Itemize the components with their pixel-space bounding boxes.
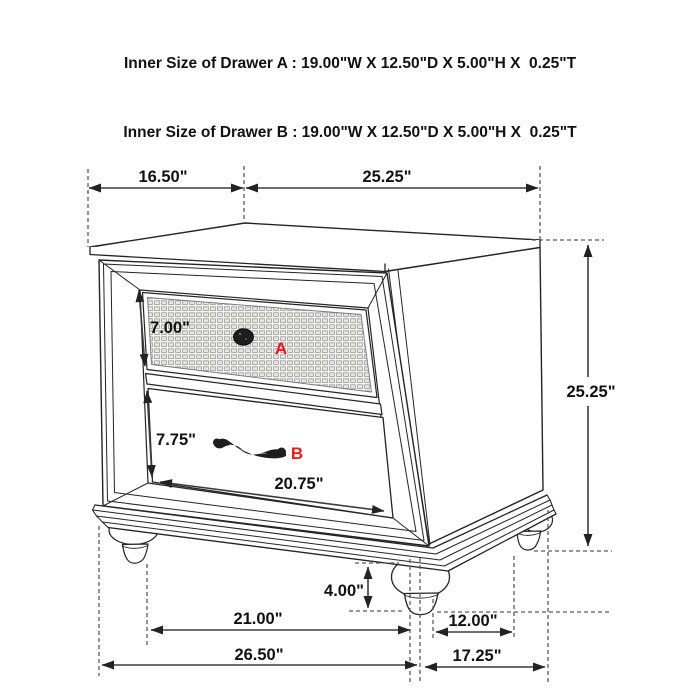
dim-label-drawer-b-h: 7.75" bbox=[156, 431, 196, 449]
dim-label-leg-height: 4.00" bbox=[324, 582, 364, 600]
dim-label-side-inner: 12.00" bbox=[448, 612, 498, 630]
drawer-b-label: B bbox=[290, 444, 304, 463]
dim-label-top-width: 16.50" bbox=[138, 168, 188, 186]
dim-label-drawer-a-h: 7.00" bbox=[150, 319, 190, 337]
header-line-drawer-b: Inner Size of Drawer B : 19.00"W X 12.50"D X 5.00"H X 0.25"T bbox=[123, 124, 577, 141]
dim-label-side-overall: 17.25" bbox=[452, 647, 502, 665]
nightstand-drawing bbox=[90, 223, 556, 615]
dim-label-height: 25.25" bbox=[566, 383, 616, 401]
header-line-drawer-a: Inner Size of Drawer A : 19.00"W X 12.50"D X 5.00"H X 0.25"T bbox=[123, 55, 577, 72]
dim-label-top-depth: 25.25" bbox=[362, 168, 412, 186]
drawer-a-label: A bbox=[274, 339, 288, 358]
dim-label-front-inner: 21.00" bbox=[233, 610, 283, 628]
drawer-a-knob bbox=[234, 329, 254, 345]
dim-label-drawer-b-w: 20.75" bbox=[274, 475, 324, 493]
dim-label-front-overall: 26.50" bbox=[234, 646, 284, 664]
